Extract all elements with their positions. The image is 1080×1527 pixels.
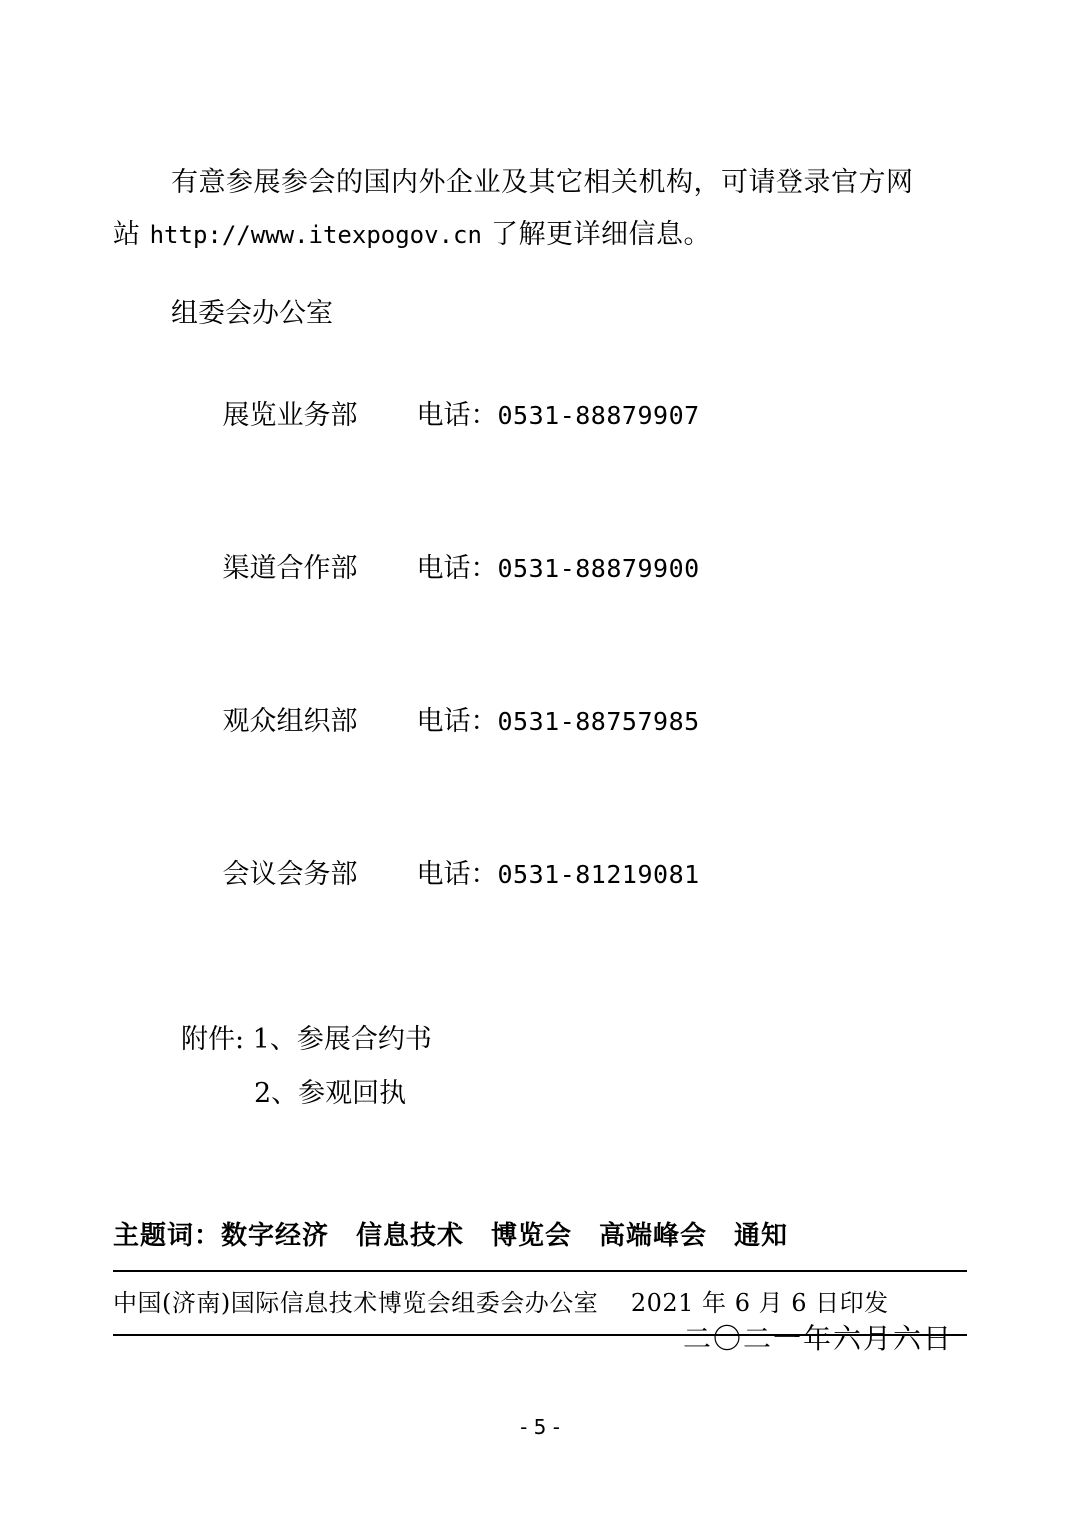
contact-phone-label: 电话： <box>416 553 498 584</box>
footer-divider-bottom <box>113 1334 967 1336</box>
attachments-block <box>113 1013 967 1121</box>
contact-row <box>113 645 967 798</box>
contact-phone-label: 电话： <box>416 400 498 431</box>
issuer-line: 中国(济南)国际信息技术博览会组委会办公室 2021 年 6 月 6 日印发 <box>113 1289 889 1317</box>
contact-phone-number: 0531-88879900 <box>497 554 700 583</box>
intro-text-prefix: 站 <box>113 219 150 250</box>
keywords-line: 主题词：数字经济 信息技术 博览会 高端峰会 通知 <box>113 1221 789 1251</box>
contact-phone-number: 0531-88757985 <box>497 707 700 736</box>
contact-department: 观众组织部 <box>222 706 358 737</box>
official-website-url[interactable]: http://www.itexpogov.cn <box>149 221 482 249</box>
contact-phone-number: 0531-81219081 <box>497 860 700 889</box>
intro-text-suffix: 了解更详细信息。 <box>481 219 712 250</box>
contact-department: 渠道合作部 <box>222 553 358 584</box>
attachment-item-1: 附件: 1、参展合约书 <box>181 1024 432 1055</box>
document-date: 二〇二一年六月六日 <box>682 1322 953 1355</box>
contact-department: 会议会务部 <box>222 859 358 890</box>
contact-row <box>113 798 967 951</box>
contact-phone-label: 电话： <box>416 706 498 737</box>
contact-phone-label: 电话： <box>416 859 498 890</box>
page-number: - 5 - <box>520 1415 560 1439</box>
document-footer <box>113 1215 967 1336</box>
contact-department: 展览业务部 <box>222 400 358 431</box>
intro-paragraph <box>113 157 967 261</box>
contact-phone-number: 0531-88879907 <box>497 401 700 430</box>
document-body <box>113 130 967 1357</box>
attachment-item-2: 2、参观回执 <box>254 1078 407 1109</box>
contact-row <box>113 492 967 645</box>
contact-row <box>113 339 967 492</box>
office-name: 组委会办公室 <box>171 298 333 329</box>
intro-text-part1: 有意参展参会的国内外企业及其它相关机构，可请登录官方网 <box>171 167 914 198</box>
